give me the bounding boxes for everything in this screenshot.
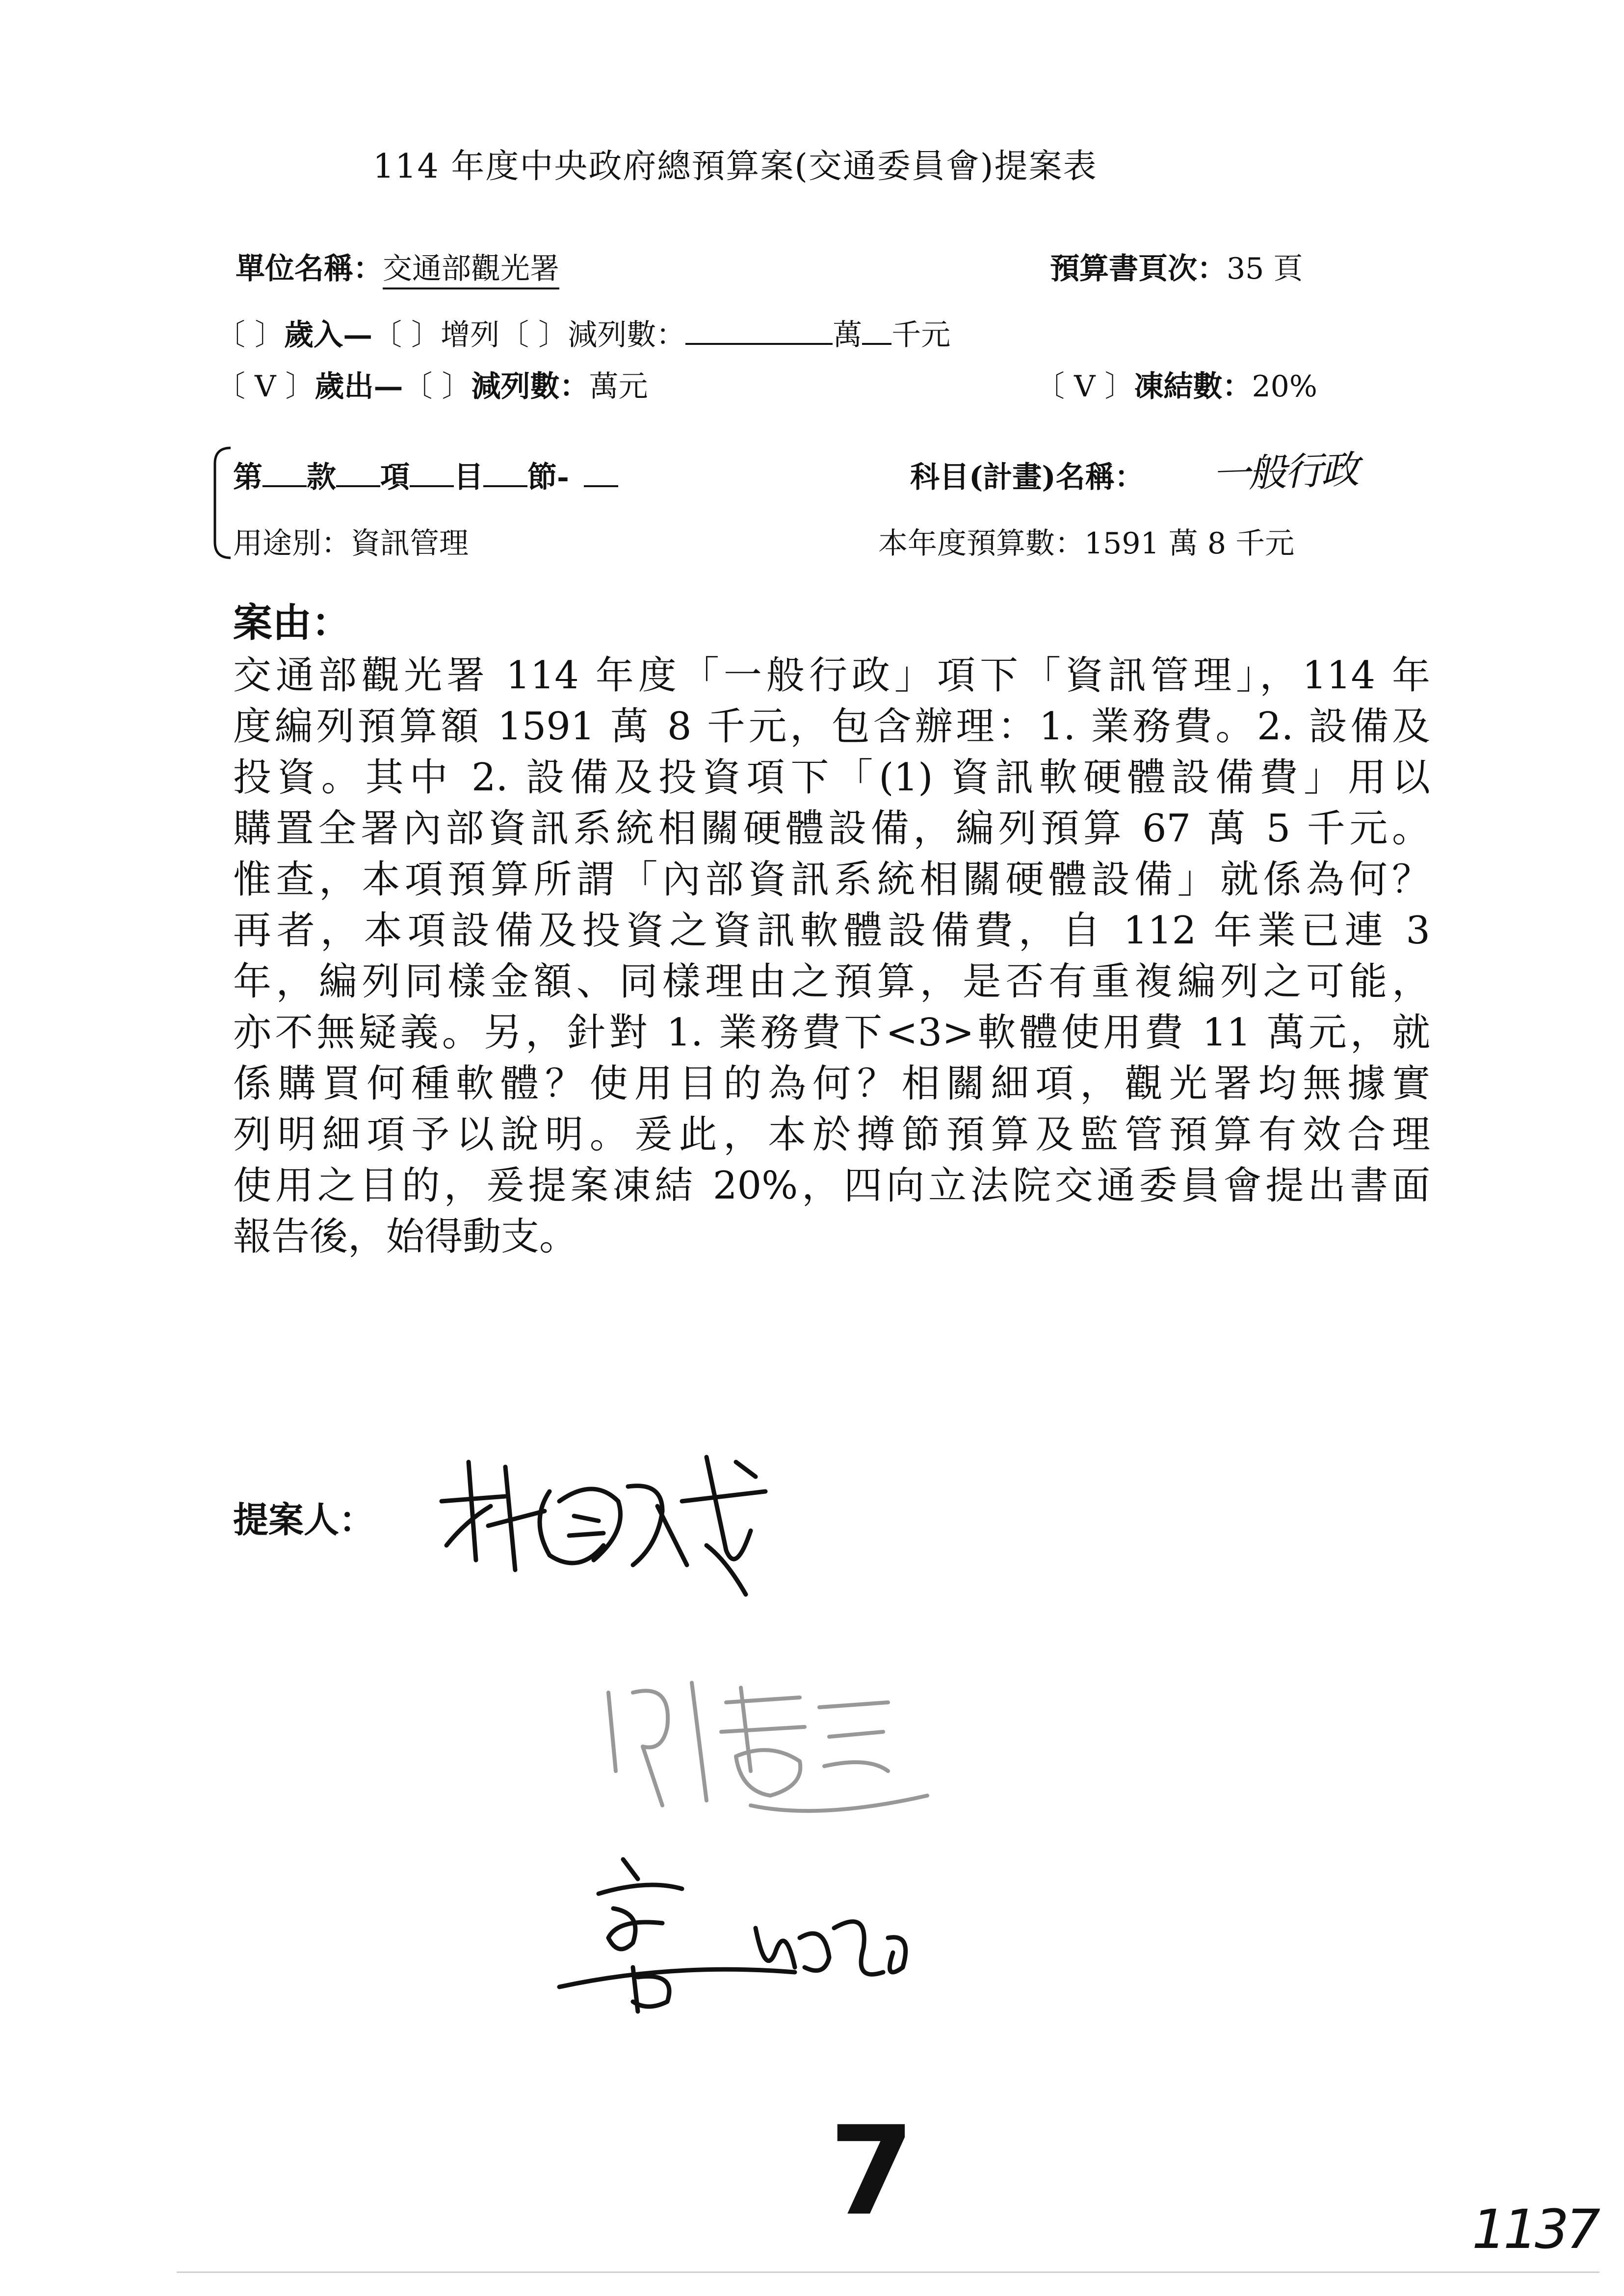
thousand-blank: [862, 343, 891, 345]
unit-label: 單位名稱：: [236, 252, 383, 286]
body-line: 亦不無疑義。另，針對 1. 業務費下<3>軟體使用費 11 萬元，就: [233, 1011, 1430, 1055]
annual-budget: 本年度預算數：1591 萬 8 千元: [878, 526, 1295, 561]
scan-line: [177, 2271, 1599, 2273]
body-line: 惟查，本項預算所謂「內部資訊系統相關硬體設備」就係為何？: [233, 858, 1430, 902]
revenue-line: [216, 312, 950, 354]
mu-blank: [410, 485, 454, 487]
page-title: 114 年度中央政府總預算案(交通委員會)提案表: [373, 147, 1098, 186]
section-row: [233, 454, 618, 496]
body-line: 投資。其中 2. 設備及投資項下「(1) 資訊軟硬體設備費」用以: [233, 756, 1430, 800]
signature-1: [432, 1447, 785, 1609]
subject-label: 科目(計畫)名稱：: [910, 460, 1144, 495]
case-reason-body: [233, 650, 1430, 1262]
case-reason-label: 案由：: [233, 600, 351, 646]
kuan-label: 款: [307, 460, 336, 495]
jie-number-blank: [584, 485, 618, 487]
revenue-checkbox: 〔 〕: [216, 318, 285, 352]
freeze-label: 凍結數：: [1134, 369, 1252, 404]
body-line: 年，編列同樣金額、同樣理由之預算，是否有重複編列之可能，: [233, 960, 1430, 1004]
subject-handwritten-value: 一般行政: [1211, 447, 1358, 497]
increase-label: 增列: [441, 318, 500, 352]
body-line: 報告後，始得動支。: [233, 1215, 578, 1259]
budget-page-row: [1050, 245, 1303, 287]
signature-3: [550, 1850, 932, 2026]
body-line: 列明細項予以說明。爰此，本於撙節預算及監管預算有效合理: [233, 1113, 1430, 1157]
freeze-checkbox: 〔 V 〕: [1035, 369, 1134, 404]
body-line: 交通部觀光署 114 年度「一般行政」項下「資訊管理」，114 年: [233, 653, 1430, 698]
decrease-blank: [685, 343, 833, 345]
usage-label: 用途別：: [233, 526, 351, 561]
body-line: 使用之目的，爰提案凍結 20%，四向立法院交通委員會提出書面: [233, 1164, 1430, 1208]
exp-decrease-checkbox: 〔 〕: [403, 369, 471, 404]
revenue-label: 歲入—: [284, 318, 373, 352]
exp-decrease-label: 減列數：: [471, 369, 589, 404]
unit-row: [236, 245, 559, 289]
xiang-label: 項: [380, 460, 410, 495]
usage-value: 資訊管理: [351, 526, 469, 561]
freeze-row: [1035, 363, 1317, 405]
budget-page-label: 預算書頁次：: [1050, 252, 1227, 286]
corner-number: 1137: [1472, 2198, 1598, 2261]
body-line: 購置全署內部資訊系統相關硬體設備，編列預算 67 萬 5 千元。: [233, 807, 1430, 851]
proposer-label: 提案人：: [233, 1499, 375, 1540]
subject-row: [910, 454, 1144, 496]
decrease-label: 減列數：: [568, 318, 686, 352]
page-number: 7: [829, 2100, 915, 2243]
expenditure-line: [216, 363, 648, 405]
usage-row: [233, 520, 469, 562]
exp-decrease-amount: 萬元: [589, 369, 648, 404]
xiang-blank: [336, 485, 380, 487]
mu-label: 目: [454, 460, 483, 495]
unit-wan: 萬: [833, 318, 863, 352]
kuan-blank: [262, 485, 307, 487]
jie-blank: [483, 485, 527, 487]
signature-2: [594, 1673, 937, 1830]
unit-value: 交通部觀光署: [383, 245, 559, 289]
budget-page-value: 35 頁: [1227, 252, 1303, 286]
unit-thousand: 千元: [891, 318, 951, 352]
left-bracket: [206, 444, 236, 562]
increase-checkbox: 〔 〕: [372, 318, 441, 352]
expenditure-checkbox: 〔 V 〕: [216, 369, 315, 404]
body-line: 度編列預算額 1591 萬 8 千元，包含辦理：1. 業務費。2. 設備及: [233, 704, 1430, 749]
body-line: 再者，本項設備及投資之資訊軟體設備費，自 112 年業已連 3: [233, 909, 1430, 953]
di-label: 第: [233, 460, 262, 495]
expenditure-label: 歲出—: [314, 369, 403, 404]
jie-label: 節-: [527, 460, 569, 495]
freeze-value: 20%: [1252, 369, 1317, 404]
body-line: 係購買何種軟體？使用目的為何？相關細項，觀光署均無據實: [233, 1062, 1430, 1106]
decrease-checkbox: 〔 〕: [499, 318, 568, 352]
